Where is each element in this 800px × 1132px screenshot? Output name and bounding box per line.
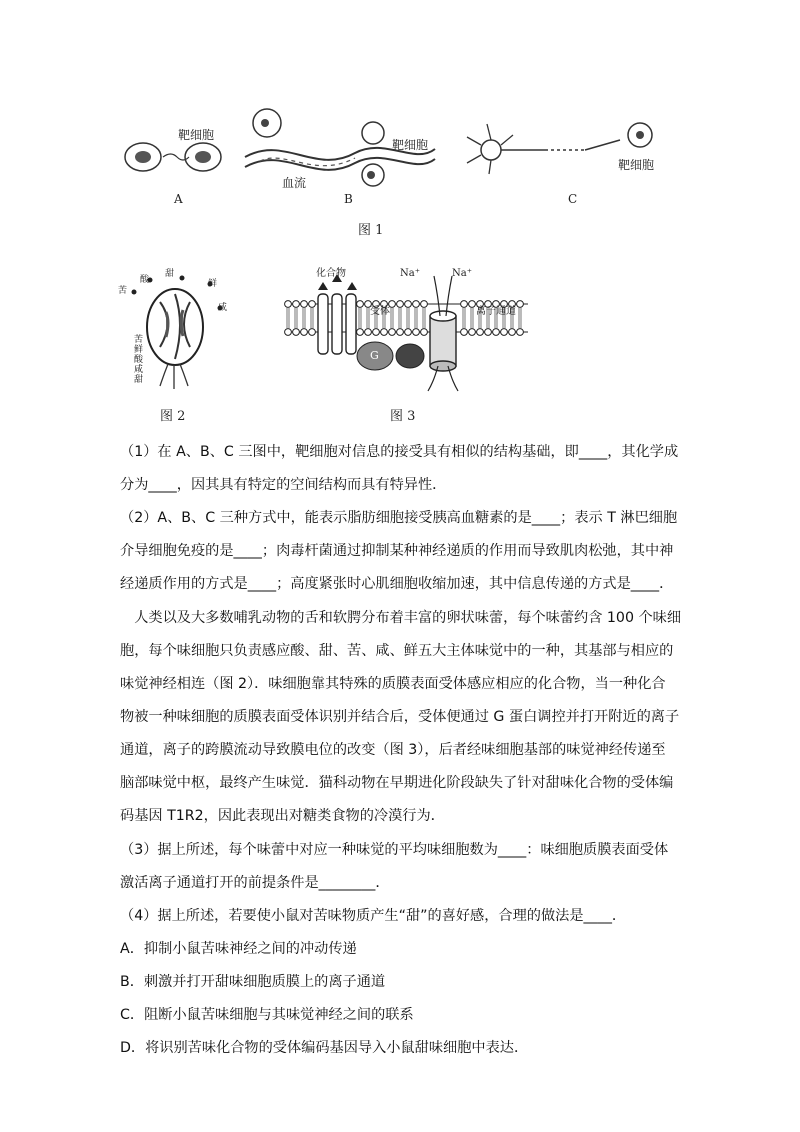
g-protein-label: G [370, 349, 379, 362]
ion-channel [430, 311, 456, 371]
figure-1 [115, 105, 675, 205]
lipid-tail [519, 308, 521, 328]
phospholipid-head [501, 329, 508, 336]
phospholipid-head [357, 329, 364, 336]
taste-label-umami: 鲜 [208, 279, 218, 289]
question-2-line-2: 介导细胞免疫的是____；肉毒杆菌通过抑制某种神经递质的作用而导致肌肉松弛，其中神 [120, 543, 674, 559]
phospholipid-head [461, 301, 468, 308]
target-cell-label-c: 靶细胞 [618, 158, 655, 172]
lipid-tail [407, 308, 409, 328]
lipid-tail [311, 308, 313, 328]
lipid-tail [295, 308, 297, 328]
phospholipid-head [413, 329, 420, 336]
question-4-stem: （4）据上所述，若要使小鼠对苦味物质产生“甜”的喜好感，合理的做法是____． [120, 908, 627, 924]
lipid-tail [471, 308, 473, 328]
phospholipid-head [285, 329, 292, 336]
lipid-tail [415, 308, 417, 328]
receptor-label: 受体 [370, 306, 390, 317]
option-c: C．阻断小鼠苦味细胞与其味觉神经之间的联系 [120, 1007, 414, 1023]
phospholipid-head [493, 329, 500, 336]
question-2-line-3: 经递质作用的方式是____；高度紧张时心肌细胞收缩加速，其中信息传递的方式是____． [120, 576, 674, 592]
lipid-tail [423, 308, 425, 328]
blood-flow-label: 血流 [282, 176, 307, 190]
phospholipid-head [485, 329, 492, 336]
target-cell-label-a: 靶细胞 [178, 128, 215, 142]
figure-2-caption: 图 2 [160, 409, 186, 424]
passage-line-4: 物被一种味细胞的质膜表面受体识别并结合后，受体便通过 G 蛋白调控并打开附近的离子 [120, 709, 680, 725]
phospholipid-head [357, 301, 364, 308]
figure-3-membrane [282, 266, 532, 401]
phospholipid-head [301, 301, 308, 308]
panel-label-a: A [174, 192, 183, 206]
phospholipid-head [293, 329, 300, 336]
lipid-tail [303, 308, 305, 328]
phospholipid-head [509, 329, 516, 336]
panel-a-diagram [125, 143, 221, 171]
lipid-tail [399, 308, 401, 328]
panel-label-c: C [568, 192, 578, 206]
passage-line-1: 人类以及大多数哺乳动物的舌和软腭分布着丰富的卵状味蕾，每个味蕾约含 100 个味细 [120, 610, 682, 626]
phospholipid-head [413, 301, 420, 308]
figure-3-caption: 图 3 [390, 409, 416, 424]
phospholipid-head [469, 329, 476, 336]
phospholipid-head [517, 329, 524, 336]
passage-line-6: 脑部味觉中枢，最终产生味觉．猫科动物在早期进化阶段缺失了针对甜味化合物的受体编 [120, 775, 674, 791]
phospholipid-head [517, 301, 524, 308]
question-3-line-2: 激活离子通道打开的前提条件是________． [120, 875, 390, 891]
phospholipid-head [373, 329, 380, 336]
passage-line-2: 胞，每个味细胞只负责感应酸、甜、苦、咸、鲜五大主体味觉中的一种，其基部与相应的 [120, 643, 674, 659]
nerve-labels: 苦 鲜 酸 咸 甜 [134, 335, 144, 385]
question-1-line-1: （1）在 A、B、C 三图中，靶细胞对信息的接受具有相似的结构基础，即____，其化学成 [120, 444, 679, 460]
compound-label: 化合物 [316, 268, 346, 279]
panel-label-b: B [344, 192, 353, 206]
lipid-tail [287, 308, 289, 328]
lipid-tail [367, 308, 369, 328]
target-cell-label-b: 靶细胞 [392, 138, 429, 152]
phospholipid-head [301, 329, 308, 336]
phospholipid-head [381, 329, 388, 336]
phospholipid-head [421, 301, 428, 308]
lipid-tail [359, 308, 361, 328]
lipid-tail [463, 308, 465, 328]
phospholipid-head [477, 329, 484, 336]
phospholipid-head [309, 301, 316, 308]
phospholipid-head [285, 301, 292, 308]
option-b: B．刺激并打开甜味细胞质膜上的离子通道 [120, 974, 386, 990]
taste-label-sweet: 甜 [165, 269, 175, 279]
phospholipid-head [405, 301, 412, 308]
passage-line-7: 码基因 T1R2，因此表现出对糖类食物的冷漠行为． [120, 808, 445, 824]
phospholipid-head [469, 301, 476, 308]
phospholipid-head [309, 329, 316, 336]
passage-line-3: 味觉神经相连（图 2）．味细胞靠其特殊的质膜表面受体感应相应的化合物，当一种化合 [120, 676, 666, 692]
option-a: A．抑制小鼠苦味神经之间的冲动传递 [120, 941, 357, 957]
figure-1-caption: 图 1 [358, 223, 384, 238]
sodium-label-2: Na⁺ [452, 268, 472, 279]
phospholipid-head [397, 329, 404, 336]
taste-label-salty: 咸 [218, 303, 228, 313]
question-3-line-1: （3）据上所述，每个味蕾中对应一种味觉的平均味细胞数为____：味细胞质膜表面受体 [120, 842, 669, 858]
phospholipid-head [421, 329, 428, 336]
taste-label-sour: 酸 [140, 275, 150, 285]
ion-channel-label: 离子通道 [476, 306, 516, 317]
lipid-tail [391, 308, 393, 328]
option-d: D．将识别苦味化合物的受体编码基因导入小鼠甜味细胞中表达． [120, 1040, 529, 1056]
phospholipid-head [389, 329, 396, 336]
sodium-label-1: Na⁺ [400, 268, 420, 279]
phospholipid-head [397, 301, 404, 308]
question-1-line-2: 分为____，因其具有特定的空间结构而具有特异性． [120, 477, 447, 493]
effector-protein [396, 344, 424, 368]
phospholipid-head [461, 329, 468, 336]
receptor-protein [318, 294, 356, 354]
question-2-line-1: （2）A、B、C 三种方式中，能表示脂肪细胞接受胰高血糖素的是____；表示 T 淋巴细胞 [120, 510, 678, 526]
phospholipid-head [293, 301, 300, 308]
phospholipid-head [365, 329, 372, 336]
passage-line-5: 通道，离子的跨膜流动导致膜电位的改变（图 3），后者经味细胞基部的味觉神经传递至 [120, 742, 666, 758]
taste-label-bitter: 苦 [118, 286, 128, 296]
phospholipid-head [405, 329, 412, 336]
